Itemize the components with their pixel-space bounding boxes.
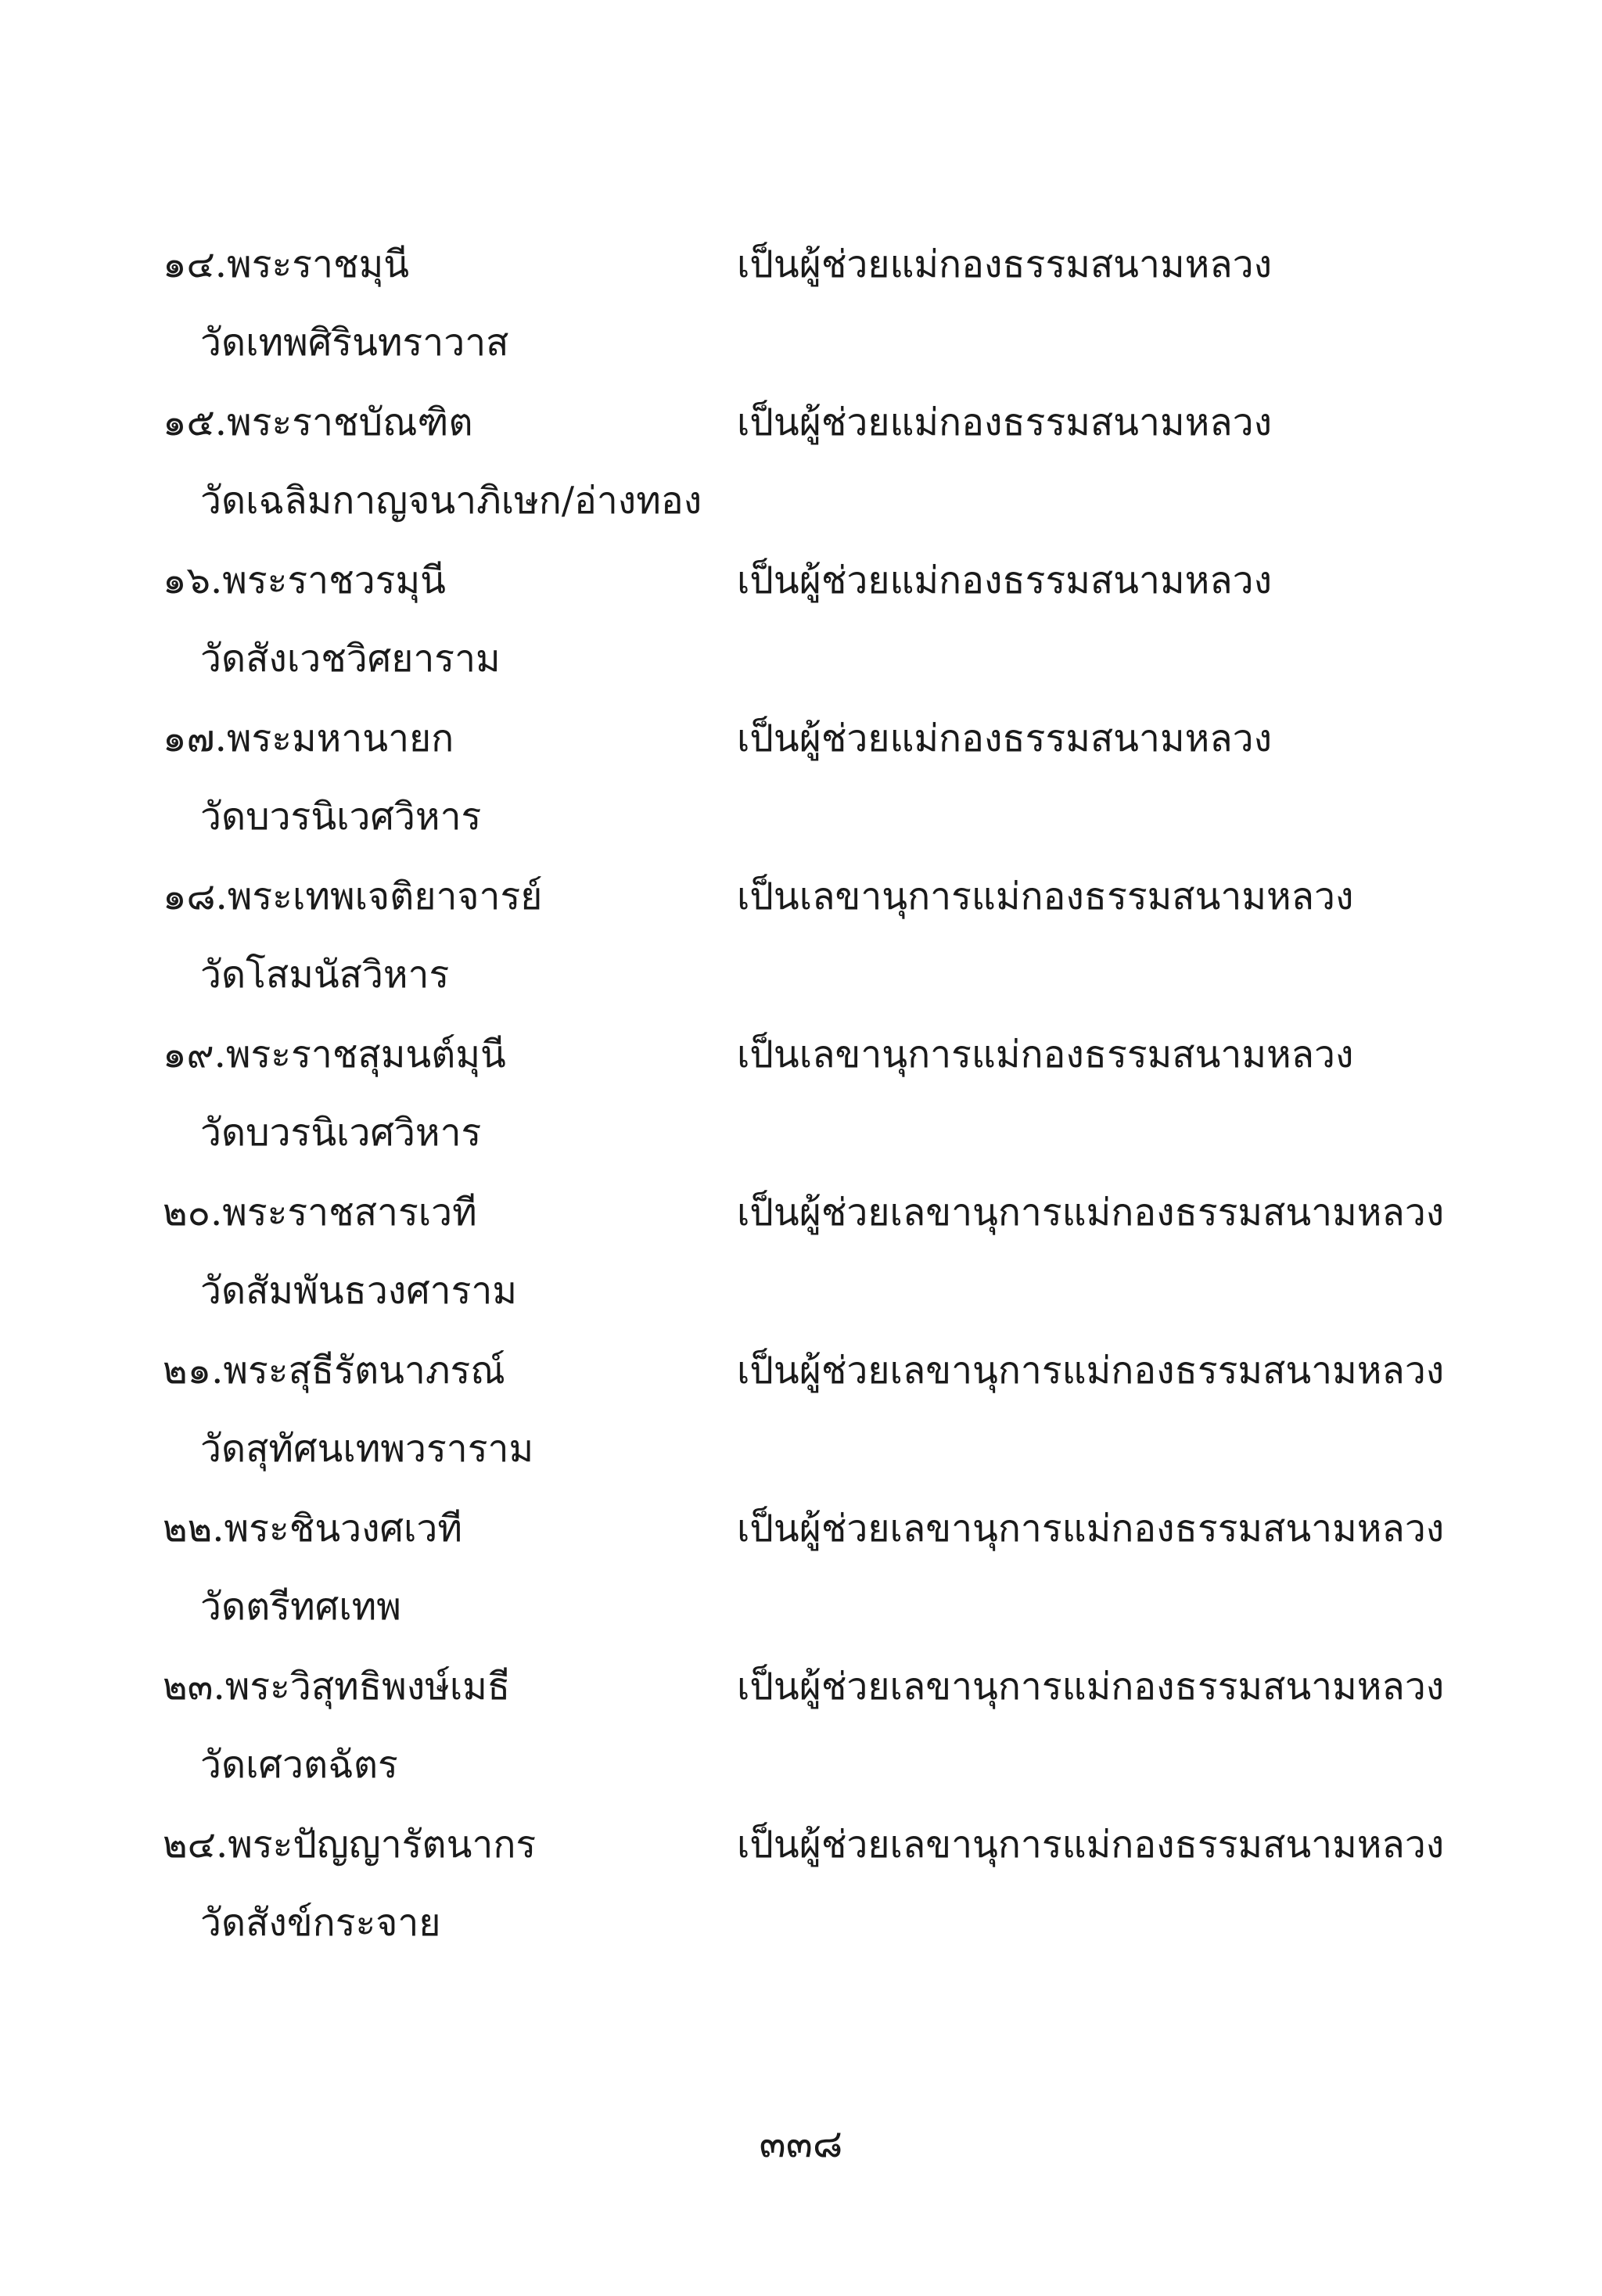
appointment-role: เป็นผู้ช่วยแม่กองธรรมสนามหลวง [737, 717, 1273, 760]
page-number: ๓๓๘ [759, 2121, 843, 2166]
appointment-entry [0, 699, 1602, 857]
appointment-entry [0, 1015, 1602, 1173]
monk-name: ๑๙.พระราชสุมนต์มุนี [163, 1033, 506, 1076]
temple-name: วัดเทพศิรินทราวาส [200, 321, 509, 365]
appointment-entry [0, 1806, 1602, 1964]
appointment-entry [0, 1489, 1602, 1647]
appointment-entry [0, 857, 1602, 1015]
monk-name: ๑๕.พระราชบัณฑิต [163, 401, 473, 444]
appointment-entry [0, 541, 1602, 699]
temple-name: วัดบวรนิเวศวิหาร [200, 1111, 482, 1155]
appointment-role: เป็นผู้ช่วยเลขานุการแม่กองธรรมสนามหลวง [737, 1507, 1445, 1550]
appointment-list [0, 225, 1602, 1964]
temple-name: วัดสุทัศนเทพวราราม [200, 1427, 534, 1471]
temple-name: วัดสังข์กระจาย [200, 1901, 441, 1945]
monk-name: ๑๔.พระราชมุนี [163, 243, 410, 286]
monk-name: ๑๘.พระเทพเจติยาจารย์ [163, 875, 543, 918]
appointment-role: เป็นผู้ช่วยเลขานุการแม่กองธรรมสนามหลวง [737, 1191, 1445, 1234]
monk-name: ๒๑.พระสุธีรัตนาภรณ์ [163, 1349, 505, 1392]
monk-name: ๑๗.พระมหานายก [163, 717, 454, 760]
temple-name: วัดสัมพันธวงศาราม [200, 1269, 517, 1313]
appointment-role: เป็นผู้ช่วยเลขานุการแม่กองธรรมสนามหลวง [737, 1665, 1445, 1709]
temple-name: วัดสังเวชวิศยาราม [200, 637, 501, 681]
monk-name: ๒๓.พระวิสุทธิพงษ์เมธี [163, 1665, 511, 1709]
monk-name: ๒๐.พระราชสารเวที [163, 1191, 477, 1234]
appointment-entry [0, 1173, 1602, 1331]
appointment-role: เป็นผู้ช่วยแม่กองธรรมสนามหลวง [737, 243, 1273, 286]
appointment-role: เป็นผู้ช่วยเลขานุการแม่กองธรรมสนามหลวง [737, 1349, 1445, 1392]
monk-name: ๒๔.พระปัญญารัตนากร [163, 1823, 537, 1867]
temple-name: วัดโสมนัสวิหาร [200, 953, 450, 997]
appointment-role: เป็นผู้ช่วยเลขานุการแม่กองธรรมสนามหลวง [737, 1823, 1445, 1867]
appointment-entry [0, 225, 1602, 383]
appointment-role: เป็นเลขานุการแม่กองธรรมสนามหลวง [737, 1033, 1354, 1076]
temple-name: วัดตรีทศเทพ [200, 1585, 401, 1629]
temple-name: วัดบวรนิเวศวิหาร [200, 795, 482, 839]
appointment-entry [0, 383, 1602, 541]
appointment-role: เป็นผู้ช่วยแม่กองธรรมสนามหลวง [737, 559, 1273, 602]
appointment-role: เป็นผู้ช่วยแม่กองธรรมสนามหลวง [737, 401, 1273, 444]
appointment-entry [0, 1647, 1602, 1806]
monk-name: ๒๒.พระชินวงศเวที [163, 1507, 462, 1550]
monk-name: ๑๖.พระราชวรมุนี [163, 559, 446, 602]
appointment-role: เป็นเลขานุการแม่กองธรรมสนามหลวง [737, 875, 1354, 918]
appointment-entry [0, 1331, 1602, 1489]
temple-name: วัดเฉลิมกาญจนาภิเษก/อ่างทอง [200, 479, 702, 523]
temple-name: วัดเศวตฉัตร [200, 1743, 398, 1787]
